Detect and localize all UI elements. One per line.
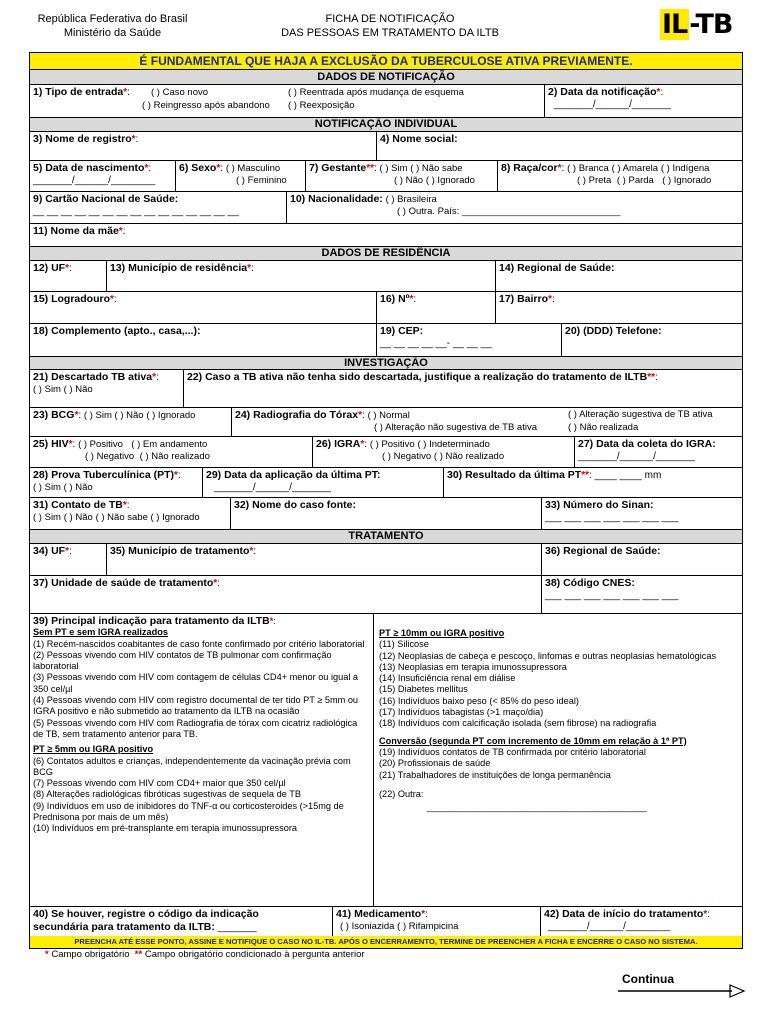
field-nome-social[interactable]: 4) Nome social: bbox=[376, 132, 742, 160]
row-bcg-raiox bbox=[30, 408, 742, 437]
row-pessoal bbox=[30, 161, 742, 192]
field-data-notificacao[interactable]: 2) Data da notificação*: _______/______/_______ bbox=[544, 85, 742, 117]
field-municipio-tratamento[interactable]: 35) Município de tratamento*: bbox=[106, 544, 541, 575]
form-title bbox=[260, 12, 520, 40]
field-tipo-entrada[interactable]: 1) Tipo de entrada*: ( ) Caso novo ( ) Reentrada após mudança de esquema ( ) Reingresso após abandono ( ) Reexposição bbox=[33, 86, 464, 111]
government-name: República Federativa do Brasil bbox=[37, 13, 188, 25]
field-justificativa[interactable]: 22) Caso a TB ativa não tenha sido descartada, justifique a realização do tratamento de ILTB**: bbox=[183, 370, 742, 407]
government-header bbox=[20, 12, 205, 40]
row-medicamento bbox=[30, 907, 742, 938]
continua-label: Continua bbox=[622, 972, 674, 986]
row-descartado bbox=[30, 370, 742, 408]
section-investigacao: INVESTIGAÇÃO bbox=[30, 357, 742, 370]
field-nome-mae[interactable]: 11) Nome da mãe*: bbox=[33, 225, 126, 237]
field-medicamento[interactable]: 41) Medicamento*: ( ) Isoniazida ( ) Rifampicina bbox=[332, 907, 540, 938]
field-regional-saude[interactable]: 14) Regional de Saúde: bbox=[495, 261, 742, 291]
field-unidade-saude[interactable]: 37) Unidade de saúde de tratamento*: bbox=[33, 577, 220, 589]
row-hiv-igra bbox=[30, 437, 742, 468]
field-indicacao-left[interactable]: 39) Principal indicação para tratamento da ILTB*: Sem PT e sem IGRA realizados (1) Recém-nascidos coabitantes de caso fonte confirmado por critério laboratorial (2) Pessoas vivendo com HIV contatos de TB pulmonar com confirmação laboratorial (3) Pessoas vivendo com HIV com contagem de células CD4+ menor ou igual a 350 cel/µl (4) Pessoas vivendo com HIV com registro documental de ter tido PT ≥ 5mm ou IGRA positivo e não submetido ao tratamento da ILTB na ocasião (5) Pessoas vivendo com HIV com Radiografia de tórax com cicatriz radiológica de TB, sem tratamento anterior para TB. PT ≥ 5mm ou IGRA positivo (6) Contatos adultos e crianças, independentemente da vacinação prévia com BCG (7) Pessoas vivendo com HIV com CD4+ maior que 350 cel/µl (8) Alterações radiológicas fibróticas sugestivas de sequela de TB (9) Indivíduos em uso de inibidores do TNF-α ou corticosteroides (>15mg de Prednisona por mais de um mês) (10) Indivíduos em pré-transplante em terapia imunossupressora bbox=[33, 615, 365, 834]
field-regional-tratamento[interactable]: 36) Regional de Saúde: bbox=[541, 544, 742, 575]
field-contato-tb[interactable]: 31) Contato de TB*: ( ) Sim ( ) Não ( ) Não sabe ( ) Ignorado bbox=[33, 499, 200, 523]
field-cartao-sus[interactable]: 9) Cartão Nacional de Saúde: __ __ __ __ __ __ __ __ __ __ __ __ __ __ __ bbox=[33, 193, 239, 217]
field-municipio-residencia[interactable]: 13) Município de residência*: bbox=[106, 261, 495, 291]
field-hiv[interactable]: 25) HIV*: ( ) Positivo ( ) Em andamento ( ) Negativo ( ) Não realizado bbox=[33, 438, 210, 462]
field-cnes[interactable]: 38) Código CNES: ___ ___ ___ ___ ___ ___ ___ bbox=[541, 576, 742, 613]
section-notificacao: DADOS DE NOTIFICAÇÃO bbox=[30, 70, 742, 85]
row-uf-tratamento bbox=[30, 544, 742, 576]
field-descartado-tb[interactable]: 21) Descartado TB ativa*: ( ) Sim ( ) Não bbox=[33, 371, 159, 395]
field-gestante[interactable]: 7) Gestante**: ( ) Sim ( ) Não sabe ( ) Não ( ) Ignorado bbox=[305, 161, 497, 191]
form-title-line1: FICHA DE NOTIFICAÇÃO bbox=[325, 13, 455, 25]
field-caso-fonte[interactable]: 32) Nome do caso fonte: bbox=[230, 498, 541, 529]
section-tratamento: TRATAMENTO bbox=[30, 530, 742, 544]
field-numero[interactable]: 16) Nº*: bbox=[376, 292, 495, 323]
row-complemento bbox=[30, 324, 742, 357]
field-igra[interactable]: 26) IGRA*: ( ) Positivo ( ) Indeterminado ( ) Negativo ( ) Não realizado bbox=[312, 437, 574, 467]
notice-bar: PREENCHA ATÉ ESSE PONTO, ASSINE E NOTIFIQUE O CASO NO IL-TB. APÓS O ENCERRAMENTO, TERMINE DE PREENCHER A FICHA E ENCERRE O CASO NO SISTEMA. bbox=[30, 936, 742, 948]
row-unidade bbox=[30, 576, 742, 614]
field-cep[interactable]: 19) CEP: __ __ __ __ __- __ __ __ bbox=[376, 324, 561, 356]
field-logradouro[interactable]: 15) Logradouro*: bbox=[33, 293, 117, 305]
field-bcg[interactable]: 23) BCG*: ( ) Sim ( ) Não ( ) Ignorado bbox=[33, 409, 196, 421]
row-uf-municipio bbox=[30, 261, 742, 292]
field-sexo[interactable]: 6) Sexo*: ( ) Masculino ( ) Feminino bbox=[175, 161, 305, 191]
field-complemento[interactable]: 18) Complemento (apto., casa,...): bbox=[33, 325, 201, 337]
field-radiografia[interactable]: 24) Radiografia do Tórax*: ( ) Normal ( ) Alteração sugestiva de TB ativa ( ) Alteração não sugestiva de TB ativa ( ) Não realizada bbox=[231, 408, 742, 436]
field-bairro[interactable]: 17) Bairro*: bbox=[495, 292, 742, 323]
iltb-logo: IL-TB bbox=[662, 9, 733, 40]
row-indicacao bbox=[30, 614, 742, 907]
field-nacionalidade[interactable]: 10) Nacionalidade: ( ) Brasileira ( ) Outra. País: ______________________________ bbox=[286, 192, 742, 223]
field-data-igra[interactable]: 27) Data da coleta do IGRA: _______/______/_______ bbox=[574, 437, 742, 467]
row-logradouro bbox=[30, 292, 742, 324]
section-residencia: DADOS DE RESIDÊNCIA bbox=[30, 247, 742, 261]
field-prova-tuberculinica[interactable]: 28) Prova Tuberculínica (PT)*: ( ) Sim ( ) Não bbox=[33, 469, 181, 493]
section-individual: NOTIFICAÇÃO INDIVIDUAL bbox=[30, 118, 742, 132]
ministry-name: Ministério da Saúde bbox=[63, 27, 162, 39]
field-raca-cor[interactable]: 8) Raça/cor*: ( ) Branca ( ) Amarela ( ) Indígena ( ) Preta ( ) Parda ( ) Ignorado bbox=[497, 161, 742, 191]
field-indicacao-right[interactable]: PT ≥ 10mm ou IGRA positivo (11) Silicose (12) Neoplasias de cabeça e pescoço, linfomas e outras neoplasias hematológicas (13) Neoplasias em terapia imunossupressora (14) Insuficiência renal em diálise (15) Diabetes mellitus (16) Indivíduos baixo peso (< 85% do peso ideal) (17) Indivíduos tabagistas (>1 maço/dia) (18) Indivíduos com calcificação isolada (sem fibrose) na radiografia Conversão (segunda PT com incremento de 10mm em relação à 1ª PT) (19) Indivíduos contatos de TB confirmada por critério laboratorial (20) Profissionais de saúde (21) Trabalhadores de instituições de longa permanência (22) Outra: ___________________________________________ bbox=[373, 614, 742, 906]
field-uf[interactable]: 12) UF*: bbox=[33, 262, 72, 274]
row-mae bbox=[30, 224, 742, 247]
form-title-line2: DAS PESSOAS EM TRATAMENTO DA ILTB bbox=[281, 27, 499, 39]
field-numero-sinan[interactable]: 33) Número do Sinan: ___ ___ ___ ___ ___ ___ ___ bbox=[541, 498, 742, 529]
row-cartao bbox=[30, 192, 742, 224]
row-contato bbox=[30, 498, 742, 530]
field-telefone[interactable]: 20) (DDD) Telefone: bbox=[561, 324, 742, 356]
field-indicacao-secundaria[interactable]: 40) Se houver, registre o código da indicação secundária para tratamento da ILTB: _______ bbox=[33, 908, 259, 933]
banner: É FUNDAMENTAL QUE HAJA A EXCLUSÃO DA TUBERCULOSE ATIVA PREVIAMENTE. bbox=[30, 53, 742, 70]
row-pt bbox=[30, 468, 742, 498]
field-data-inicio[interactable]: 42) Data de início do tratamento*: _______/______/________ bbox=[540, 907, 742, 938]
field-data-ultima-pt[interactable]: 29) Data da aplicação da última PT: _______/______/_______ bbox=[202, 468, 443, 497]
row-notificacao bbox=[30, 85, 742, 118]
field-uf-tratamento[interactable]: 34) UF*: bbox=[33, 545, 72, 557]
footnote: * Campo obrigatório ** Campo obrigatório condicionado à pergunta anterior bbox=[45, 949, 365, 960]
field-nome-registro[interactable]: 3) Nome de registro*: bbox=[33, 133, 139, 145]
continue-arrow-icon bbox=[618, 984, 746, 998]
field-resultado-pt[interactable]: 30) Resultado da última PT**: ____ ____ mm bbox=[443, 468, 742, 497]
field-data-nascimento[interactable]: 5) Data de nascimento*: _______/______/________ bbox=[33, 162, 156, 186]
row-nomes bbox=[30, 132, 742, 161]
notification-form bbox=[29, 52, 743, 949]
